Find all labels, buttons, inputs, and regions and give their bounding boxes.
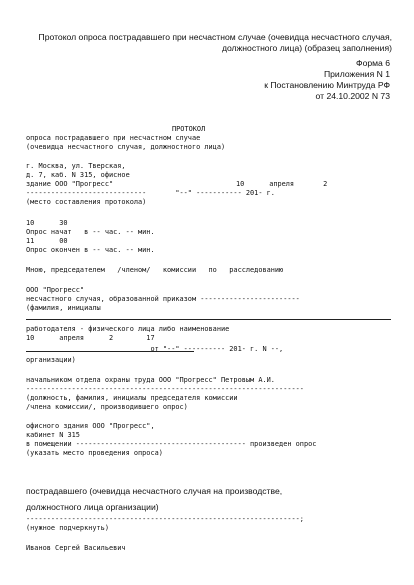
end-time-fill: 11 00 [26, 237, 68, 245]
protocol-subtitle-2: (очевидца несчастного случая, должностного лица) [26, 143, 226, 151]
form-number: Форма 6 [356, 58, 390, 68]
commission-head-line: начальником отдела охраны труда ООО "Прогресс" Петровым А.И. [26, 376, 275, 384]
date-dashes-line: ----------------------------- "--" ----------- 201- г. [26, 189, 275, 197]
decree-reference: к Постановлению Минтруда РФ [264, 80, 390, 90]
document-title [28, 32, 392, 54]
office-line-2: кабинет N 315 [26, 431, 80, 439]
office-line-1: офисного здания ООО "Прогресс", [26, 422, 155, 430]
victim-line-2: должностного лица организации) [26, 502, 159, 512]
employer-line: работодателя - физического лица либо наименование [26, 325, 230, 333]
organization-label: организации) [26, 356, 76, 364]
order-date-fill: 10 апреля 2 17 [26, 334, 155, 342]
fio-label: (фамилия, инициалы [26, 304, 101, 312]
address-line-2: д. 7, каб. N 315, офисное [26, 171, 130, 179]
protocol-title: ПРОТОКОЛ [172, 125, 206, 133]
protocol-subtitle-1: опроса пострадавшего при несчастном случае [26, 134, 201, 142]
office-line-3: в помещении ----------------------------------------- произведен опрос [26, 440, 317, 448]
annex-number: Приложения N 1 [323, 69, 390, 79]
underline-rule [26, 319, 391, 320]
organization-name: ООО "Прогресс" [26, 286, 85, 294]
position-label-1: (должность, фамилия, инициалы председателя комиссии [26, 394, 238, 402]
address-line-1: г. Москва, ул. Тверская, [26, 162, 126, 170]
victim-line-1: пострадавшего (очевидца несчастного случая на производстве, [26, 486, 283, 496]
dash-line: ------------------------------------------------------------------- [26, 385, 304, 393]
title-line-2: должностного лица) (образец заполнения) [221, 43, 392, 53]
commission-line: Мною, председателем /членом/ комиссии по расследованию [26, 266, 284, 274]
dash-semicolon-line: ------------------------------------------------------------------; [26, 515, 304, 523]
underline-note: (нужное подчеркнуть) [26, 524, 109, 532]
address-line-3: здание ООО "Прогресс" [26, 180, 114, 188]
order-date-line: от "--" ---------- 201- г. N --, [26, 345, 284, 353]
position-label-2: /члена комиссии/, производившего опрос) [26, 403, 188, 411]
person-name: Иванов Сергей Васильевич [26, 544, 126, 552]
place-label: (место составления протокола) [26, 198, 147, 206]
start-time-fill: 10 30 [26, 219, 68, 227]
start-time-line: Опрос начат в -- час. -- мин. [26, 228, 155, 236]
place-label-2: (указать место проведения опроса) [26, 449, 163, 457]
decree-date: от 24.10.2002 N 73 [315, 91, 390, 101]
title-line-1: Протокол опроса пострадавшего при несчастном случае (очевидца несчастного случая, [38, 32, 392, 42]
order-line: несчастного случая, образованной приказом ------------------------ [26, 295, 300, 303]
date-fill: 10 апреля 2 [236, 180, 328, 188]
end-time-line: Опрос окончен в -- час. -- мин. [26, 246, 155, 254]
